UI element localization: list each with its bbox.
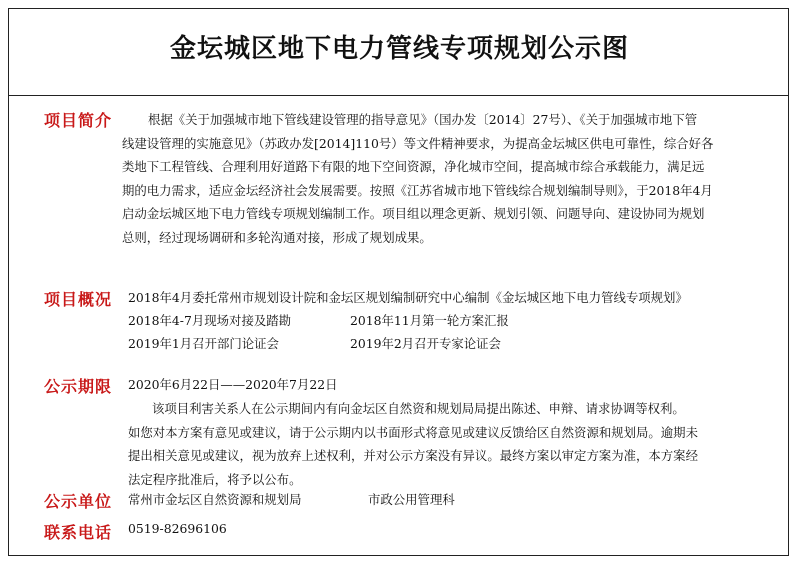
period-line: 提出相关意见或建议，视为放弃上述权利，并对公示方案没有异议。最终方案以审定方案为准，本方案经 bbox=[128, 448, 698, 463]
intro-line: 线建设管理的实施意见》（苏政办发[2014]110号）等文件精神要求，为提高金坛城区供电可靠性，综合好各 bbox=[122, 135, 714, 151]
unit-organization: 常州市金坛区自然资源和规划局 bbox=[128, 492, 302, 507]
intro-line: 根据《关于加强城市地下管线建设管理的指导意见》（国办发〔2014〕27号）、《关于加强城市地下管 bbox=[148, 112, 698, 127]
intro-line: 期的电力需求，适应金坛经济社会发展需要。按照《江苏省城市地下管线综合规划编制导则》，于2018年4月 bbox=[122, 182, 713, 198]
intro-label: 项目简介 bbox=[44, 111, 113, 130]
page-title: 金坛城区地下电力管线专项规划公示图 bbox=[169, 34, 629, 64]
milestone-item: 2019年2月召开专家论证会 bbox=[350, 336, 501, 351]
period-paragraph bbox=[128, 397, 698, 491]
contact-phone: 0519-82696106 bbox=[128, 521, 227, 536]
milestone-item: 2018年11月第一轮方案汇报 bbox=[350, 313, 509, 328]
milestone-item: 2018年4-7月现场对接及踏勘 bbox=[128, 313, 292, 328]
intro-paragraph bbox=[122, 108, 713, 249]
period-line: 该项目利害关系人在公示期间内有向金坛区自然资和规划局局提出陈述、申辩、请求协调等权利。 bbox=[152, 401, 685, 416]
intro-line: 总则，经过现场调研和多轮沟通对接，形成了规划成果。 bbox=[122, 229, 432, 245]
intro-line: 类地下工程管线、合理利用好道路下有限的地下空间资源，净化城市空间，提高城市综合承载能力，满足远 bbox=[122, 159, 705, 174]
period-dates: 2020年6月22日——2020年7月22日 bbox=[128, 377, 338, 392]
milestone-item: 2019年1月召开部门论证会 bbox=[128, 336, 279, 351]
period-label: 公示期限 bbox=[44, 377, 113, 396]
contact-label: 联系电话 bbox=[44, 523, 113, 542]
overview-commission: 2018年4月委托常州市规划设计院和金坛区规划编制研究中心编制《金坛城区地下电力管线专项规划》 bbox=[128, 290, 688, 305]
period-line: 如您对本方案有意见或建议，请于公示期内以书面形式将意见或建议反馈给区自然资源和规划局。逾期未 bbox=[128, 424, 698, 440]
intro-line: 启动金坛城区地下电力管线专项规划编制工作。项目组以理念更新、规划引领、问题导向、建设协同为规划 bbox=[122, 206, 705, 221]
unit-label: 公示单位 bbox=[44, 492, 113, 511]
period-line: 法定程序批准后，将予以公布。 bbox=[128, 471, 302, 487]
title-divider bbox=[8, 95, 789, 96]
unit-department: 市政公用管理科 bbox=[368, 492, 455, 507]
overview-label: 项目概况 bbox=[44, 290, 113, 309]
